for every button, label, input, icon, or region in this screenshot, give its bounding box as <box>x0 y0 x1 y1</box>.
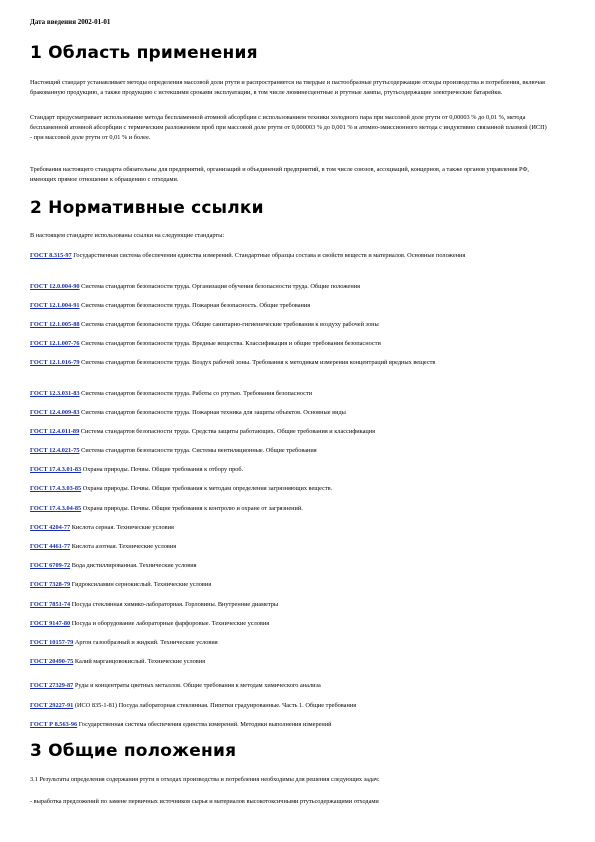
reference-text: Система стандартов безопасности труда. Работы со ртутью. Требования безопасности <box>79 390 313 397</box>
reference-text: Кислота азотная. Технические условия <box>70 543 177 550</box>
reference-link[interactable]: ГОСТ 12.1.007-76 <box>30 340 80 347</box>
reference-text: Гидроксиламин сернокислый. Технические условия <box>70 581 212 588</box>
reference-link[interactable]: ГОСТ Р 8.563-96 <box>30 721 78 728</box>
reference-item <box>30 484 560 494</box>
reference-link[interactable]: ГОСТ 7851-74 <box>30 601 71 608</box>
reference-item <box>30 465 560 475</box>
s3-paragraph-1: 3.1 Результаты определения содержания ртути в отходах производства и потребления необходимы для решения следующих задач: <box>30 776 380 783</box>
reference-item <box>30 600 560 610</box>
reference-link[interactable]: ГОСТ 4461-77 <box>30 543 71 550</box>
reference-link[interactable]: ГОСТ 12.1.004-91 <box>30 302 80 309</box>
reference-text: (ИСО 835-1-81) Посуда лабораторная стеклянная. Пипетки градуированные. Часть 1. Общие требования <box>73 702 357 709</box>
reference-item <box>30 408 560 418</box>
reference-text: Система стандартов безопасности труда. Организация обучения безопасности труда. Общие положения <box>79 283 360 290</box>
reference-link[interactable]: ГОСТ 10157-79 <box>30 639 74 646</box>
reference-text: Аргон газообразный и жидкий. Технические условия <box>73 639 218 646</box>
s1-paragraph-1: Настоящий стандарт устанавливает методы определения массовой доли ртути и распространяется на твердые и пастообразные ртутьсодержащие отходы производства и потребления, включая бракованную продукцию, а также продукцию с истекшими сроками эксплуатации, в том числе люминесцентные и ртутные лампы, ртутьсодержащие электрические батарейки. <box>30 79 545 96</box>
reference-item <box>30 389 560 399</box>
reference-link[interactable]: ГОСТ 12.4.021-75 <box>30 447 80 454</box>
reference-text: Система стандартов безопасности труда. Вредные вещества. Классификация и общие требования безопасности <box>79 340 381 347</box>
reference-item <box>30 701 560 711</box>
reference-text: Посуда и оборудование лабораторные фарфоровые. Технические условия <box>70 620 270 627</box>
reference-link[interactable]: ГОСТ 4204-77 <box>30 524 71 531</box>
reference-link[interactable]: ГОСТ 12.4.009-83 <box>30 409 80 416</box>
reference-link[interactable]: ГОСТ 17.4.3.01-83 <box>30 466 82 473</box>
reference-text: Система стандартов безопасности труда. Средства защиты работающих. Общие требования и классификация <box>79 428 376 435</box>
reference-text: Система стандартов безопасности труда. Пожарная техника для защиты объектов. Основные виды <box>79 409 346 416</box>
reference-link[interactable]: ГОСТ 12.1.005-88 <box>30 321 80 328</box>
reference-text: Система стандартов безопасности труда. Воздух рабочей зоны. Требования к методикам измерения концентраций вредных веществ <box>79 359 436 366</box>
reference-link[interactable]: ГОСТ 12.3.031-83 <box>30 390 80 397</box>
reference-link[interactable]: ГОСТ 20490-75 <box>30 658 74 665</box>
reference-item <box>30 339 560 349</box>
reference-text: Вода дистиллированная. Технические условия <box>70 562 197 569</box>
reference-link[interactable]: ГОСТ 27329-87 <box>30 682 74 689</box>
s2-intro: В настоящем стандарте использованы ссылки на следующие стандарты: <box>30 232 225 239</box>
reference-link[interactable]: ГОСТ 12.4.011-89 <box>30 428 80 435</box>
reference-item <box>30 523 560 533</box>
s3-paragraph-2: - выработка предложений по замене первичных источников сырья и материалов высокотоксичными ртутьсодержащими отходами <box>30 798 379 805</box>
reference-item <box>30 657 560 667</box>
section-2-title: 2 Нормативные ссылки <box>30 198 264 218</box>
reference-link[interactable]: ГОСТ 7328-79 <box>30 581 71 588</box>
section-3-title: 3 Общие положения <box>30 741 237 761</box>
reference-item <box>30 580 560 590</box>
reference-text: Посуда стеклянная химико-лабораторная. Горловины. Внутренние диаметры <box>70 601 279 608</box>
reference-item <box>30 720 560 730</box>
reference-item <box>30 542 560 552</box>
reference-item <box>30 619 560 629</box>
reference-text: Кислота серная. Технические условия <box>70 524 174 531</box>
reference-link[interactable]: ГОСТ 12.1.016-79 <box>30 359 80 366</box>
intro-date: Дата введения 2002-01-01 <box>30 18 111 26</box>
reference-item <box>30 301 560 311</box>
reference-text: Система стандартов безопасности труда. Общие санитарно-гигиенические требования к воздуху рабочей зоны <box>79 321 379 328</box>
s1-paragraph-2: Стандарт предусматривает использование метода беспламенной атомной абсорбции с использованием техники холодного пара при массовой доле ртути от 0,00003 % до 0,01 %, метода беспламенной атомной абсорбции с термическим разложением проб при массовой доле ртути от 0,000003 % до 0,001 % и атомно-эмиссионного метода с индуктивно связанной плазмой (ИСП) - при массовой доле ртути от 0,01 % и более. <box>30 114 547 141</box>
reference-text: Охрана природы. Почвы. Общие требования к контролю и охране от загрязнений. <box>81 505 303 512</box>
reference-text: Охрана природы. Почвы. Общие требования к методам определения загрязняющих веществ. <box>81 485 333 492</box>
reference-text: Калий марганцовокислый. Технические условия <box>73 658 206 665</box>
reference-link[interactable]: ГОСТ 12.0.004-90 <box>30 283 80 290</box>
reference-item <box>30 681 560 691</box>
reference-item <box>30 561 560 571</box>
reference-link[interactable]: ГОСТ 17.4.3.03-85 <box>30 485 82 492</box>
reference-item <box>30 358 560 368</box>
reference-item <box>30 427 560 437</box>
reference-link[interactable]: ГОСТ 17.4.3.04-85 <box>30 505 82 512</box>
reference-text: Система стандартов безопасности труда. Системы вентиляционные. Общие требования <box>79 447 317 454</box>
reference-text: Государственная система обеспечения единства измерений. Стандартные образцы состава и свойств веществ и материалов. Основные положения <box>71 252 466 259</box>
reference-link[interactable]: ГОСТ 6709-72 <box>30 562 71 569</box>
reference-item <box>30 320 560 330</box>
reference-text: Государственная система обеспечения единства измерений. Методики выполнения измерений <box>77 721 332 728</box>
reference-link[interactable]: ГОСТ 29227-91 <box>30 702 74 709</box>
reference-link[interactable]: ГОСТ 9147-80 <box>30 620 71 627</box>
reference-item <box>30 446 560 456</box>
reference-text: Охрана природы. Почвы. Общие требования к отбору проб. <box>81 466 244 473</box>
reference-item <box>30 282 560 292</box>
s1-paragraph-3: Требования настоящего стандарта обязательны для предприятий, организаций и объединений предприятий, в том числе союзов, ассоциаций, концернов, а также органов управления РФ, имеющих прямое отношение к обращению с отходами. <box>30 166 530 183</box>
reference-item <box>30 251 560 261</box>
reference-item <box>30 504 560 514</box>
section-1-title: 1 Область применения <box>30 43 258 63</box>
reference-text: Руды и концентраты цветных металлов. Общие требования к методам химического анализа <box>73 682 321 689</box>
reference-item <box>30 638 560 648</box>
reference-link[interactable]: ГОСТ 8.315-97 <box>30 252 72 259</box>
reference-text: Система стандартов безопасности труда. Пожарная безопасность. Общие требования <box>79 302 311 309</box>
